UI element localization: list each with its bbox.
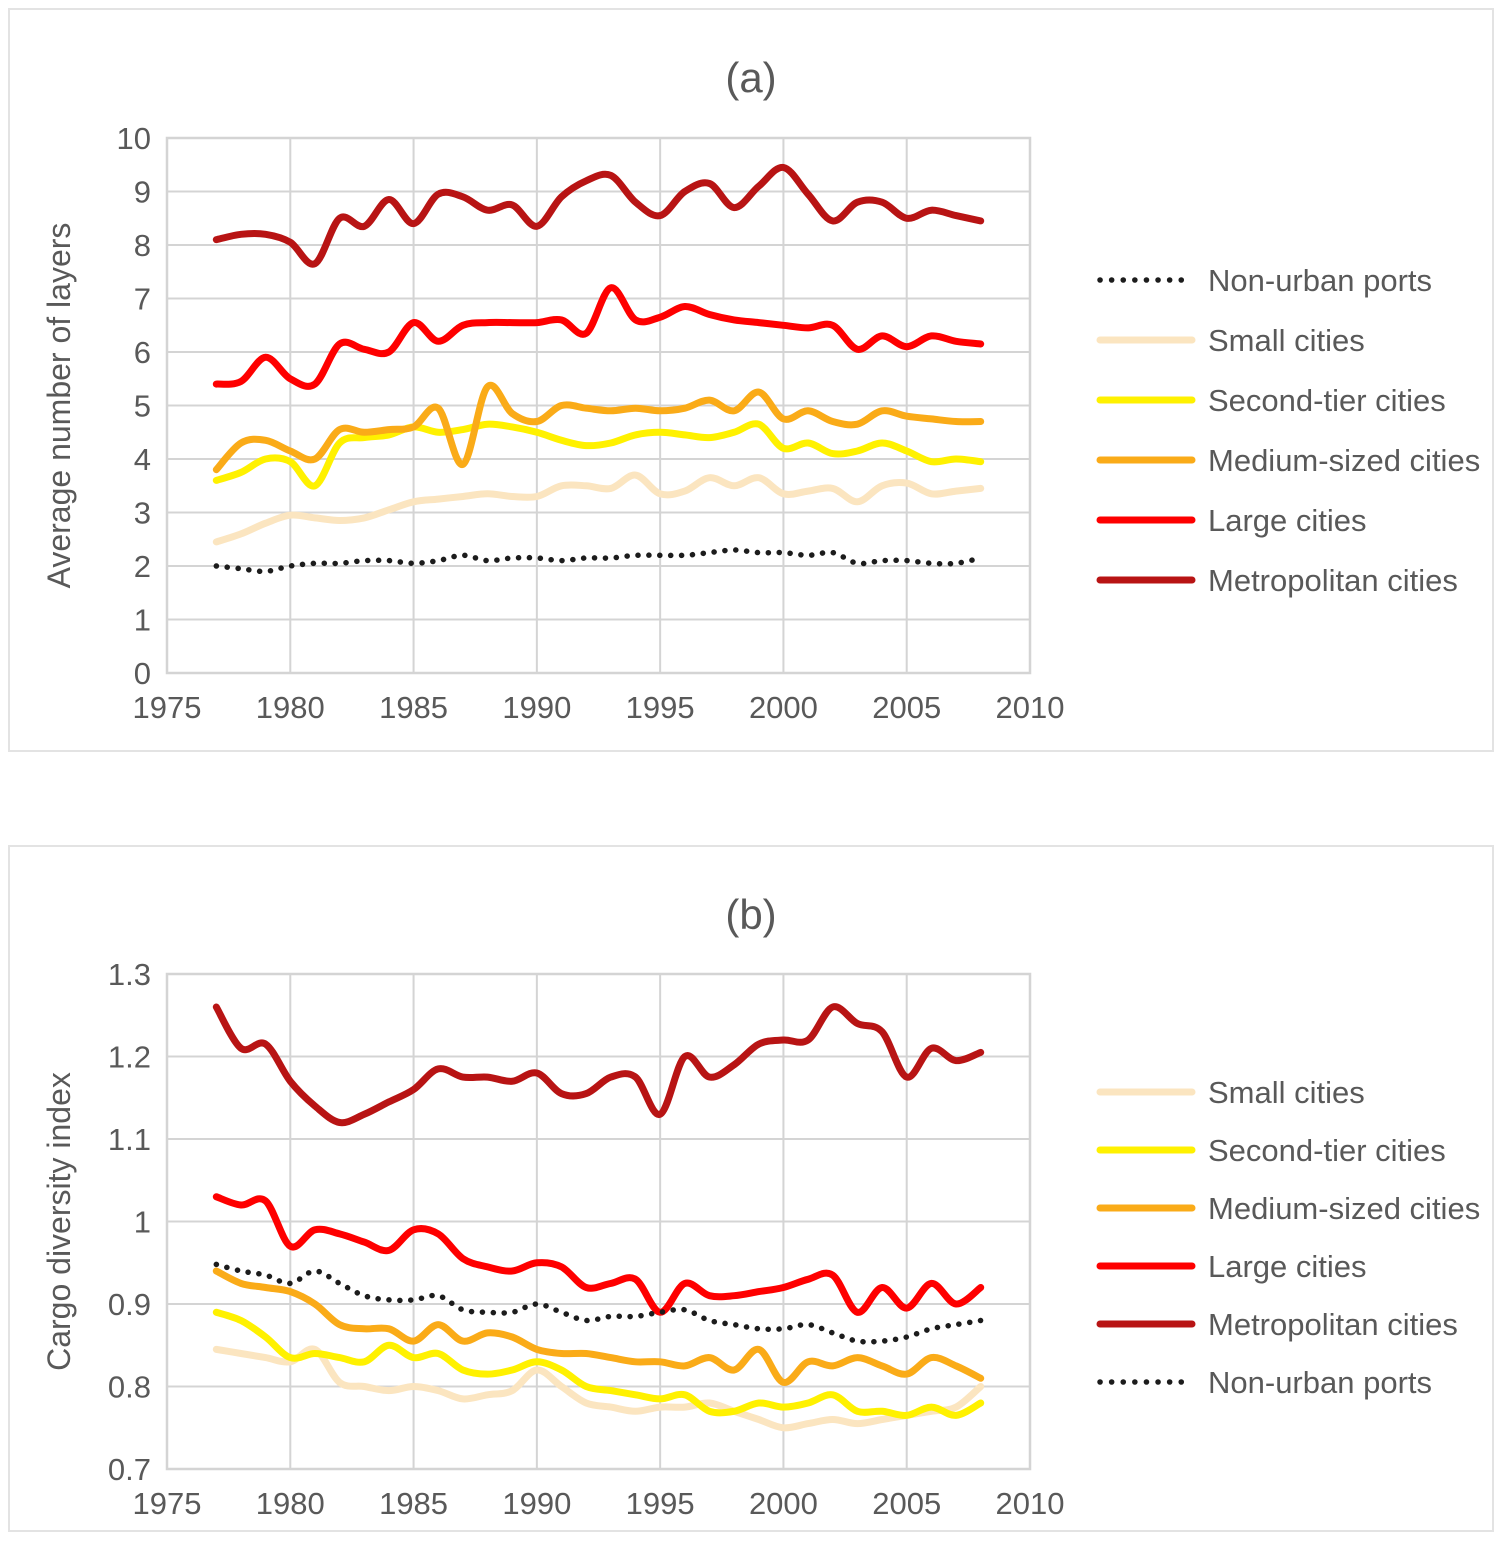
legend-item-non-urban-ports	[1100, 1365, 1432, 1400]
chart-a-svg	[10, 10, 1492, 750]
panel-a	[8, 8, 1494, 752]
legend-item-non-urban-ports	[1100, 263, 1432, 298]
y-tick-label: 1.2	[107, 1039, 151, 1075]
panel-b-title: (b)	[725, 891, 777, 938]
x-tick-label: 2010	[995, 1486, 1065, 1521]
y-tick-label: 8	[133, 228, 151, 263]
x-tick-label: 2005	[872, 690, 942, 725]
x-tick-label: 1975	[132, 1486, 202, 1521]
x-tick-label: 1980	[255, 690, 325, 725]
legend-item-large-cities	[1100, 1249, 1367, 1284]
legend-label-second-tier-cities: Second-tier cities	[1208, 1133, 1446, 1168]
y-tick-label: 0.7	[107, 1452, 151, 1487]
legend-label-medium-sized-cities: Medium-sized cities	[1208, 1191, 1481, 1226]
y-tick-label: 1	[133, 602, 151, 638]
series-line-non-urban-ports	[216, 550, 980, 571]
x-tick-label: 1985	[379, 690, 449, 725]
y-tick-label: 1.3	[107, 957, 151, 992]
x-tick-label: 2005	[872, 1486, 942, 1521]
y-axis-title-b: Cargo diversity index	[41, 1072, 77, 1371]
y-axis-title-a: Average number of layers	[41, 222, 77, 589]
legend-label-second-tier-cities: Second-tier cities	[1208, 383, 1446, 418]
legend-label-large-cities: Large cities	[1208, 503, 1367, 538]
y-tick-label: 1	[133, 1204, 151, 1240]
panel-a-title: (a)	[725, 54, 777, 101]
chart-a	[10, 10, 1492, 752]
legend-item-large-cities	[1100, 503, 1367, 538]
x-tick-label: 1980	[255, 1486, 325, 1521]
x-tick-label: 1990	[502, 690, 572, 725]
chart-b-svg	[10, 847, 1492, 1530]
y-tick-label: 7	[133, 281, 151, 317]
legend-item-medium-sized-cities	[1100, 443, 1480, 478]
y-tick-label: 4	[133, 442, 151, 477]
panel-b	[8, 845, 1494, 1532]
x-tick-label: 2010	[995, 690, 1065, 725]
legend-label-non-urban-ports: Non-urban ports	[1208, 263, 1433, 298]
legend-label-small-cities: Small cities	[1208, 1075, 1365, 1110]
y-tick-label: 6	[133, 335, 151, 370]
series-line-large-cities	[216, 288, 980, 387]
series-line-metropolitan-cities	[216, 167, 980, 264]
chart-b	[10, 847, 1492, 1532]
legend-label-medium-sized-cities: Medium-sized cities	[1208, 443, 1481, 478]
series-line-second-tier-cities	[216, 424, 980, 486]
y-tick-label: 3	[133, 495, 151, 531]
x-tick-label: 1985	[379, 1486, 449, 1521]
series-line-second-tier-cities	[216, 1312, 980, 1415]
y-tick-label: 2	[133, 549, 151, 584]
legend-item-medium-sized-cities	[1100, 1191, 1480, 1226]
legend-item-second-tier-cities	[1100, 383, 1446, 418]
y-tick-label: 10	[116, 121, 151, 156]
y-tick-label: 9	[133, 174, 151, 210]
legend-label-metropolitan-cities: Metropolitan cities	[1208, 563, 1458, 598]
legend-item-second-tier-cities	[1100, 1133, 1446, 1168]
x-tick-label: 1995	[625, 1486, 695, 1521]
y-tick-label: 0.9	[107, 1287, 151, 1322]
legend-item-metropolitan-cities	[1100, 1307, 1458, 1342]
y-tick-label: 0.8	[107, 1369, 151, 1405]
legend-label-small-cities: Small cities	[1208, 323, 1365, 358]
x-tick-label: 1975	[132, 690, 202, 725]
legend-label-non-urban-ports: Non-urban ports	[1208, 1365, 1433, 1400]
y-tick-label: 5	[133, 388, 151, 424]
x-tick-label: 2000	[748, 1486, 818, 1521]
series-line-small-cities	[216, 475, 980, 542]
y-tick-label: 0	[133, 656, 151, 691]
series-line-metropolitan-cities	[216, 1007, 980, 1123]
legend-item-small-cities	[1100, 1075, 1365, 1110]
x-tick-label: 2000	[748, 690, 818, 725]
legend-item-metropolitan-cities	[1100, 563, 1458, 598]
y-tick-label: 1.1	[107, 1122, 151, 1157]
x-tick-label: 1995	[625, 690, 695, 725]
legend-label-large-cities: Large cities	[1208, 1249, 1367, 1284]
legend-label-metropolitan-cities: Metropolitan cities	[1208, 1307, 1458, 1342]
legend-item-small-cities	[1100, 323, 1365, 358]
series-line-large-cities	[216, 1197, 980, 1313]
x-tick-label: 1990	[502, 1486, 572, 1521]
